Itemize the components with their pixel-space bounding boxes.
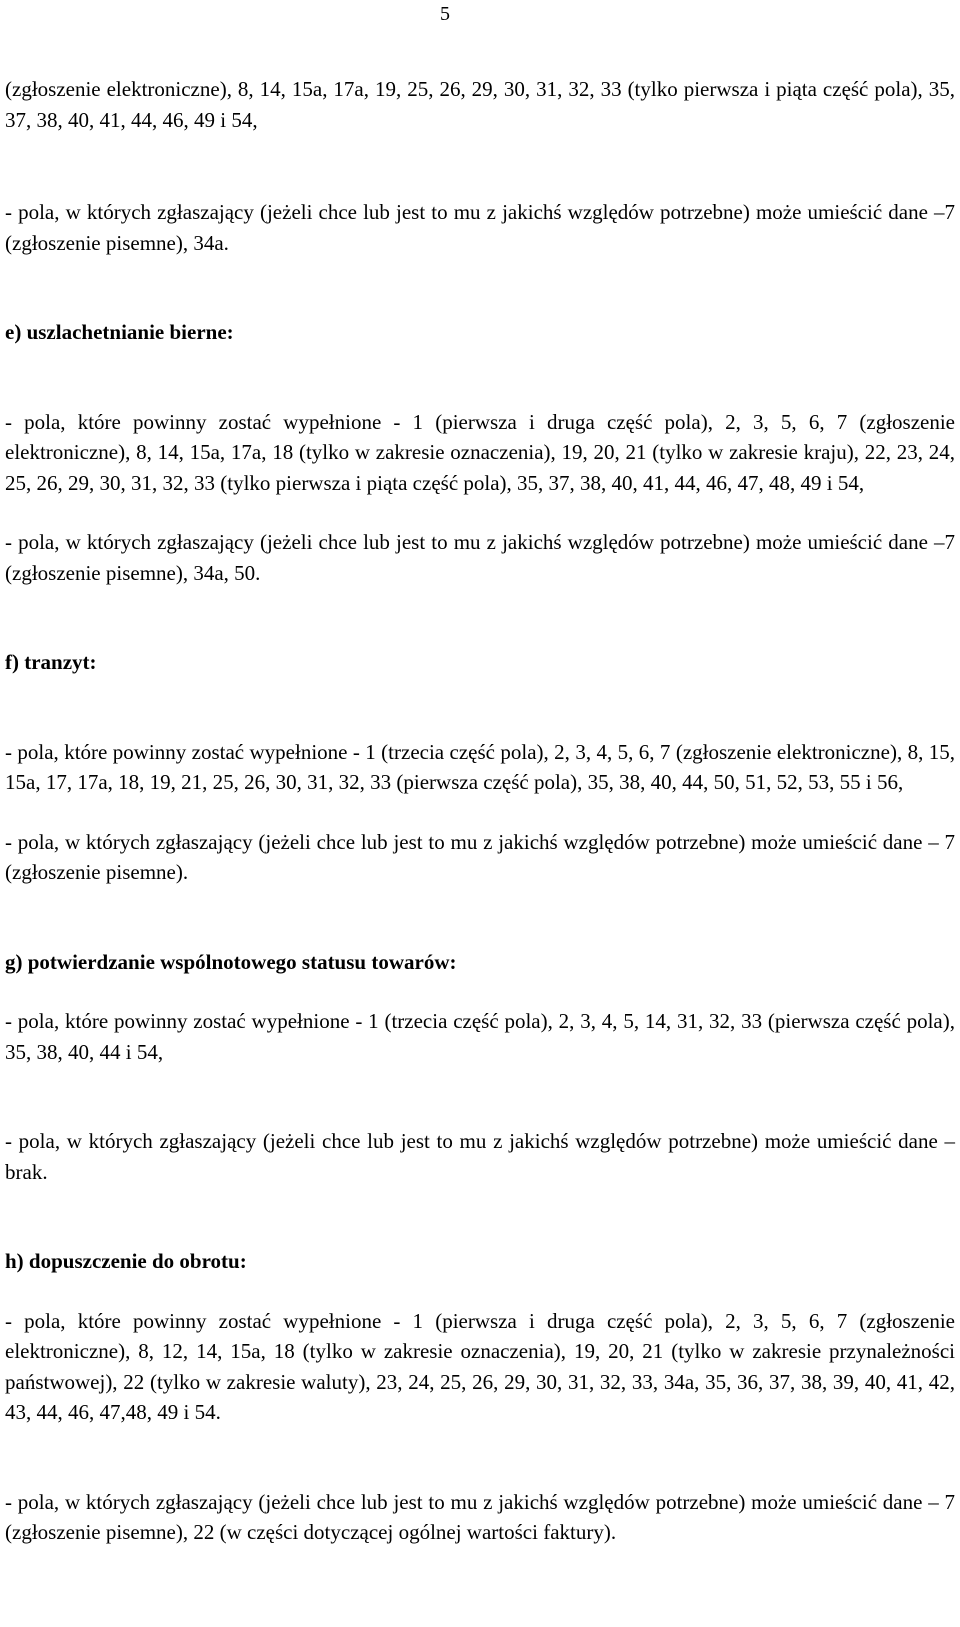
section-f-optional-fields: - pola, w których zgłaszający (jeżeli chce lub jest to mu z jakichś względów potrzebne) może umieścić dane – 7 (zgłoszenie pisemne).: [5, 829, 955, 884]
document-body: [5, 74, 955, 1548]
section-e-required-fields: - pola, które powinny zostać wypełnione - 1 (pierwsza i druga część pola), 2, 3, 5, 6, 7 (zgłoszenie elektroniczne), 8, 14, 15a, 17a, 18 (tylko w zakresie oznaczenia), 19, 20, 21 (tylko w zakresie kraju), 22, 23, 24, 25, 26, 29, 30, 31, 32, 33 (tylko pierwsza i piąta część pola), 35, 37, 38, 40, 41, 44, 46, 47, 48, 49 i 54,: [5, 409, 955, 495]
page-number: 5: [440, 3, 450, 25]
section-e-optional-fields: - pola, w których zgłaszający (jeżeli chce lub jest to mu z jakichś względów potrzebne) może umieścić dane –7 (zgłoszenie pisemne), 34a, 50.: [5, 530, 955, 585]
section-g-heading: g) potwierdzanie wspólnotowego statusu towarów:: [5, 949, 457, 974]
section-g-optional-fields: - pola, w których zgłaszający (jeżeli chce lub jest to mu z jakichś względów potrzebne) może umieścić dane – brak.: [5, 1129, 955, 1184]
section-e-heading: e) uszlachetnianie bierne:: [5, 320, 234, 344]
section-f-required-fields: - pola, które powinny zostać wypełnione - 1 (trzecia część pola), 2, 3, 4, 5, 6, 7 (zgłoszenie elektroniczne), 8, 15, 15a, 17, 17a, 18, 19, 21, 25, 26, 30, 31, 32, 33 (pierwsza część pola), 35, 38, 40, 44, 50, 51, 52, 53, 55 i 56,: [5, 739, 955, 794]
section-h-required-fields: - pola, które powinny zostać wypełnione - 1 (pierwsza i druga część pola), 2, 3, 5, 6, 7 (zgłoszenie elektroniczne), 8, 12, 14, 15a, 18 (tylko w zakresie oznaczenia), 19, 20, 21 (tylko w zakresie przynależności państwowej), 22 (tylko w zakresie waluty), 23, 24, 25, 26, 29, 30, 31, 32, 33, 34a, 35, 36, 37, 38, 39, 40, 41, 42, 43, 44, 46, 47,48, 49 i 54.: [5, 1308, 955, 1424]
section-f-heading: f) tranzyt:: [5, 650, 97, 674]
section-h-heading: h) dopuszczenie do obrotu:: [5, 1249, 247, 1273]
intro-paragraph-1: (zgłoszenie elektroniczne), 8, 14, 15a, 17a, 19, 25, 26, 29, 30, 31, 32, 33 (tylko pierwsza i piąta część pola), 35, 37, 38, 40, 41, 44, 46, 49 i 54,: [5, 77, 955, 132]
section-h-optional-fields: - pola, w których zgłaszający (jeżeli chce lub jest to mu z jakichś względów potrzebne) może umieścić dane – 7 (zgłoszenie pisemne), 22 (w części dotyczącej ogólnej wartości faktury).: [5, 1489, 955, 1544]
intro-paragraph-2: - pola, w których zgłaszający (jeżeli chce lub jest to mu z jakichś względów potrzebne) może umieścić dane –7 (zgłoszenie pisemne), 34a.: [5, 200, 955, 255]
section-g-required-fields: - pola, które powinny zostać wypełnione - 1 (trzecia część pola), 2, 3, 4, 5, 14, 31, 32, 33 (pierwsza część pola), 35, 38, 40, 44 i 54,: [5, 1009, 955, 1064]
